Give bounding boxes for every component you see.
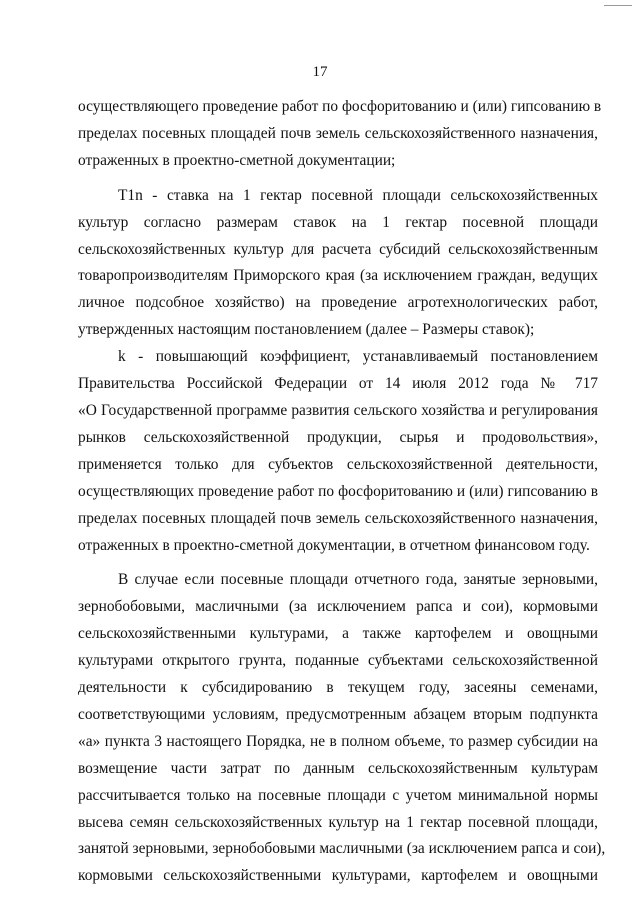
text-line: высева семян сельскохозяйственных культур на 1 гектар посевной площади, — [78, 813, 598, 831]
paragraph-3 — [78, 344, 598, 559]
text-line: осуществляющих проведение работ по фосфоритованию и (или) гипсованию в — [78, 482, 598, 500]
page-number: 17 — [312, 64, 328, 80]
paragraph-1 — [78, 94, 602, 175]
text-line: деятельности к субсидированию в текущем году, засеяны семенами, — [78, 679, 598, 697]
text-line: занятой зерновыми, зернобобовыми масличными (за исключением рапса и сои), — [78, 840, 606, 858]
text-line: соответствующими условиям, предусмотренным абзацем вторым подпункта — [78, 705, 598, 723]
text-line: зернобобовыми, масличными (за исключением рапса и сои), кормовыми — [78, 598, 598, 616]
text-line: k - повышающий коэффициент, устанавливаемый постановлением — [118, 348, 598, 366]
text-line: осуществляющего проведение работ по фосфоритованию и (или) гипсованию в — [78, 98, 602, 115]
text-line: пределах посевных площадей почв земель сельскохозяйственного назначения, — [78, 124, 598, 142]
text-line: культурами открытого грунта, поданные субъектами сельскохозяйственной — [78, 652, 598, 670]
text-line: культур согласно размерам ставок на 1 гектар посевной площади — [78, 213, 598, 231]
text-line: отраженных в проектно-сметной документации, в отчетном финансовом году. — [78, 536, 590, 554]
text-line: сельскохозяйственными культурами, а также картофелем и овощными — [78, 625, 598, 643]
text-line: товаропроизводителям Приморского края (за исключением граждан, ведущих — [78, 267, 598, 285]
text-line: рынков сельскохозяйственной продукции, сырья и продовольствия», — [78, 428, 598, 446]
text-line: личное подсобное хозяйство) на проведение агротехнологических работ, — [78, 294, 598, 312]
text-line: утвержденных настоящим постановлением (далее – Размеры ставок); — [78, 321, 535, 339]
text-line: отраженных в проектно-сметной документации; — [78, 151, 396, 169]
text-line: сельскохозяйственных культур для расчета субсидий сельскохозяйственным — [78, 240, 598, 258]
text-line: кормовыми сельскохозяйственными культурами, картофелем и овощными — [78, 867, 598, 885]
paragraph-2 — [78, 183, 598, 344]
text-line: применяется только для субъектов сельскохозяйственной деятельности, — [78, 455, 598, 473]
text-line: рассчитывается только на посевные площади с учетом минимальной нормы — [78, 786, 598, 804]
text-line: возмещение части затрат по данным сельскохозяйственным культурам — [78, 759, 598, 777]
text-line: T1n - ставка на 1 гектар посевной площади сельскохозяйственных — [118, 186, 598, 204]
corner-mark — [604, 5, 632, 6]
text-line: «О Государственной программе развития сельского хозяйства и регулирования — [78, 401, 598, 419]
text-line: «а» пункта 3 настоящего Порядка, не в полном объеме, то размер субсидии на — [78, 732, 598, 750]
paragraph-4 — [78, 567, 606, 890]
text-line: В случае если посевные площади отчетного года, занятые зерновыми, — [118, 571, 598, 589]
document-body — [78, 94, 606, 890]
text-line: пределах посевных площадей почв земель сельскохозяйственного назначения, — [78, 509, 598, 527]
text-line: Правительства Российской Федерации от 14 июля 2012 года № 717 — [78, 375, 598, 393]
